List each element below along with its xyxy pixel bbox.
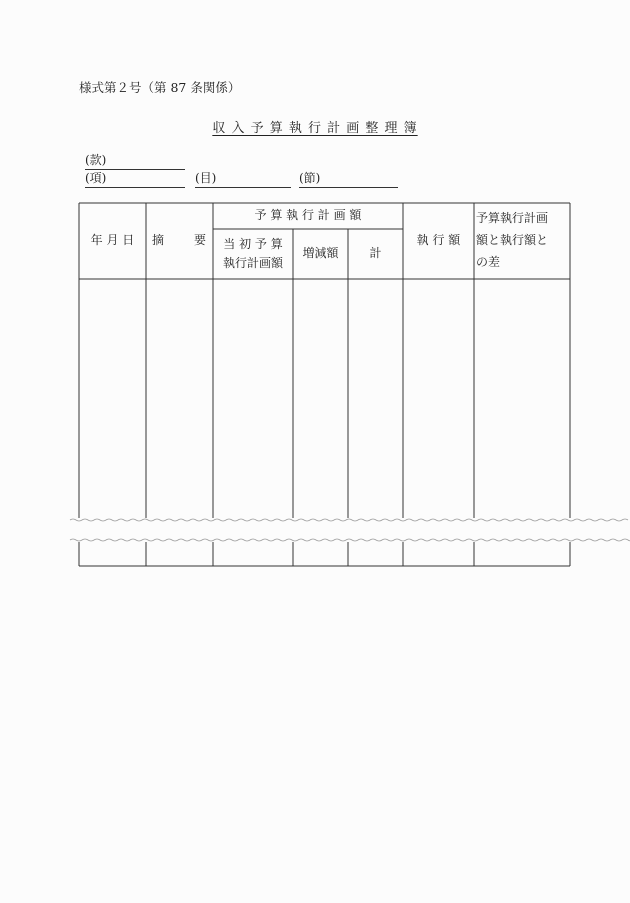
field-kan[interactable]: (款) [85,151,185,170]
header-date: 年 月 日 [90,233,135,247]
header-diff-line1: 予算執行計画 [476,211,549,225]
field-setsu[interactable]: (節) [299,169,398,188]
header-summary-2: 要 [193,233,206,247]
document-title-text: 収 入 予 算 執 行 計 画 整 理 簿 [212,121,418,136]
header-diff-line3: の差 [476,255,501,269]
header-initial-line1: 当 初 予 算 [223,237,283,251]
header-executed: 執 行 額 [416,233,461,247]
header-plan-group: 予 算 執 行 計 画 額 [254,208,362,222]
break-wave-lines [70,519,630,541]
document-title [0,117,630,136]
header-change: 増減額 [302,246,339,260]
header-initial-line2: 執行計画額 [222,256,283,270]
header-summary-1: 摘 [151,233,164,247]
field-kou[interactable]: (項) [85,169,185,188]
field-moku[interactable]: (目) [195,169,291,188]
header-diff-line2: 額と執行額と [476,233,549,247]
header-total: 計 [369,246,382,260]
form-number-label: 様式第２号（第 87 条関係） [79,80,241,95]
